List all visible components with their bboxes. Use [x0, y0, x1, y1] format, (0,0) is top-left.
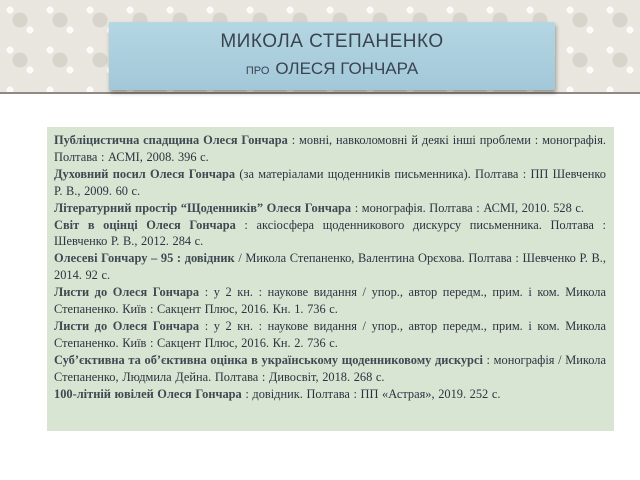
title-name: ОЛЕСЯ ГОНЧАРА: [275, 59, 419, 78]
entry-details: : у 2 кн. : наукове видання / упор., автор передм., прим. і ком. Микола Степаненко. Київ : Сакцент Плюс, 2016. Кн. 1. 736 с.: [54, 285, 606, 317]
title-author: МИКОЛА СТЕПАНЕНКО: [220, 31, 444, 52]
title-preposition: ПРО: [245, 65, 270, 77]
title-subject: [109, 59, 555, 79]
entry-details: : аксіосфера щоденникового дискурсу письменника. Полтава : Шевченко Р. В., 2012. 284 с.: [54, 217, 606, 249]
entry-details: / Микола Степаненко, Валентина Орєхова. Полтава : Шевченко Р. В., 2014. 92 с.: [54, 251, 607, 283]
entry-title: Олесеві Гончару – 95 : довідник: [54, 251, 235, 266]
entry-title: Світ в оцінці Олеся Гончара: [54, 217, 236, 232]
entry-title: 100-літній ювілей Олеся Гончара: [54, 386, 242, 401]
bibliography-entry: [54, 352, 606, 386]
entry-title: Листи до Олеся Гончара: [54, 285, 200, 300]
entry-details: : монографія. Полтава : АСМІ, 2010. 528 с.: [351, 200, 585, 215]
bibliography-entry: [54, 166, 606, 200]
bibliography-entry: [54, 200, 606, 217]
slide-title: [109, 22, 555, 90]
bibliography-entry: [54, 217, 606, 251]
entry-details: : довідник. Полтава : ПП «Астрая», 2019. 252 с.: [241, 386, 501, 401]
entry-details: : мовні, навколомовні й деякі інші проблеми : монографія. Полтава : АСМІ, 2008. 396 с.: [54, 133, 607, 164]
bibliography-entry: [54, 386, 606, 403]
entry-details: (за матеріалами щоденників письменника). Полтава : ПП Шевченко Р. В., 2009. 60 с.: [54, 166, 606, 198]
entry-title: Суб’єктивна та об’єктивна оцінка в українському щоденниковому дискурсі: [54, 352, 483, 367]
bibliography-entry: [54, 250, 606, 284]
entry-title: Листи до Олеся Гончара: [54, 318, 200, 333]
entry-details: : у 2 кн. : наукове видання / упор., автор передм., прим. і ком. Микола Степаненко. Київ : Сакцент Плюс, 2016. Кн. 2. 736 с.: [54, 318, 606, 350]
bibliography-entry: [54, 318, 606, 352]
bibliography-list: [47, 127, 614, 431]
bibliography-entry: [54, 132, 606, 166]
entry-details: : монографія / Микола Степаненко, Людмила Дейна. Полтава : Дивосвіт, 2018. 268 с.: [54, 352, 606, 384]
entry-title: Публіцистична спадщина Олеся Гончара: [54, 133, 288, 147]
bibliography-entry: [54, 284, 606, 318]
entry-title: Духовний посил Олеся Гончара: [54, 166, 236, 181]
entry-title: Літературний простір “Щоденників” Олеся Гончара: [54, 200, 352, 215]
